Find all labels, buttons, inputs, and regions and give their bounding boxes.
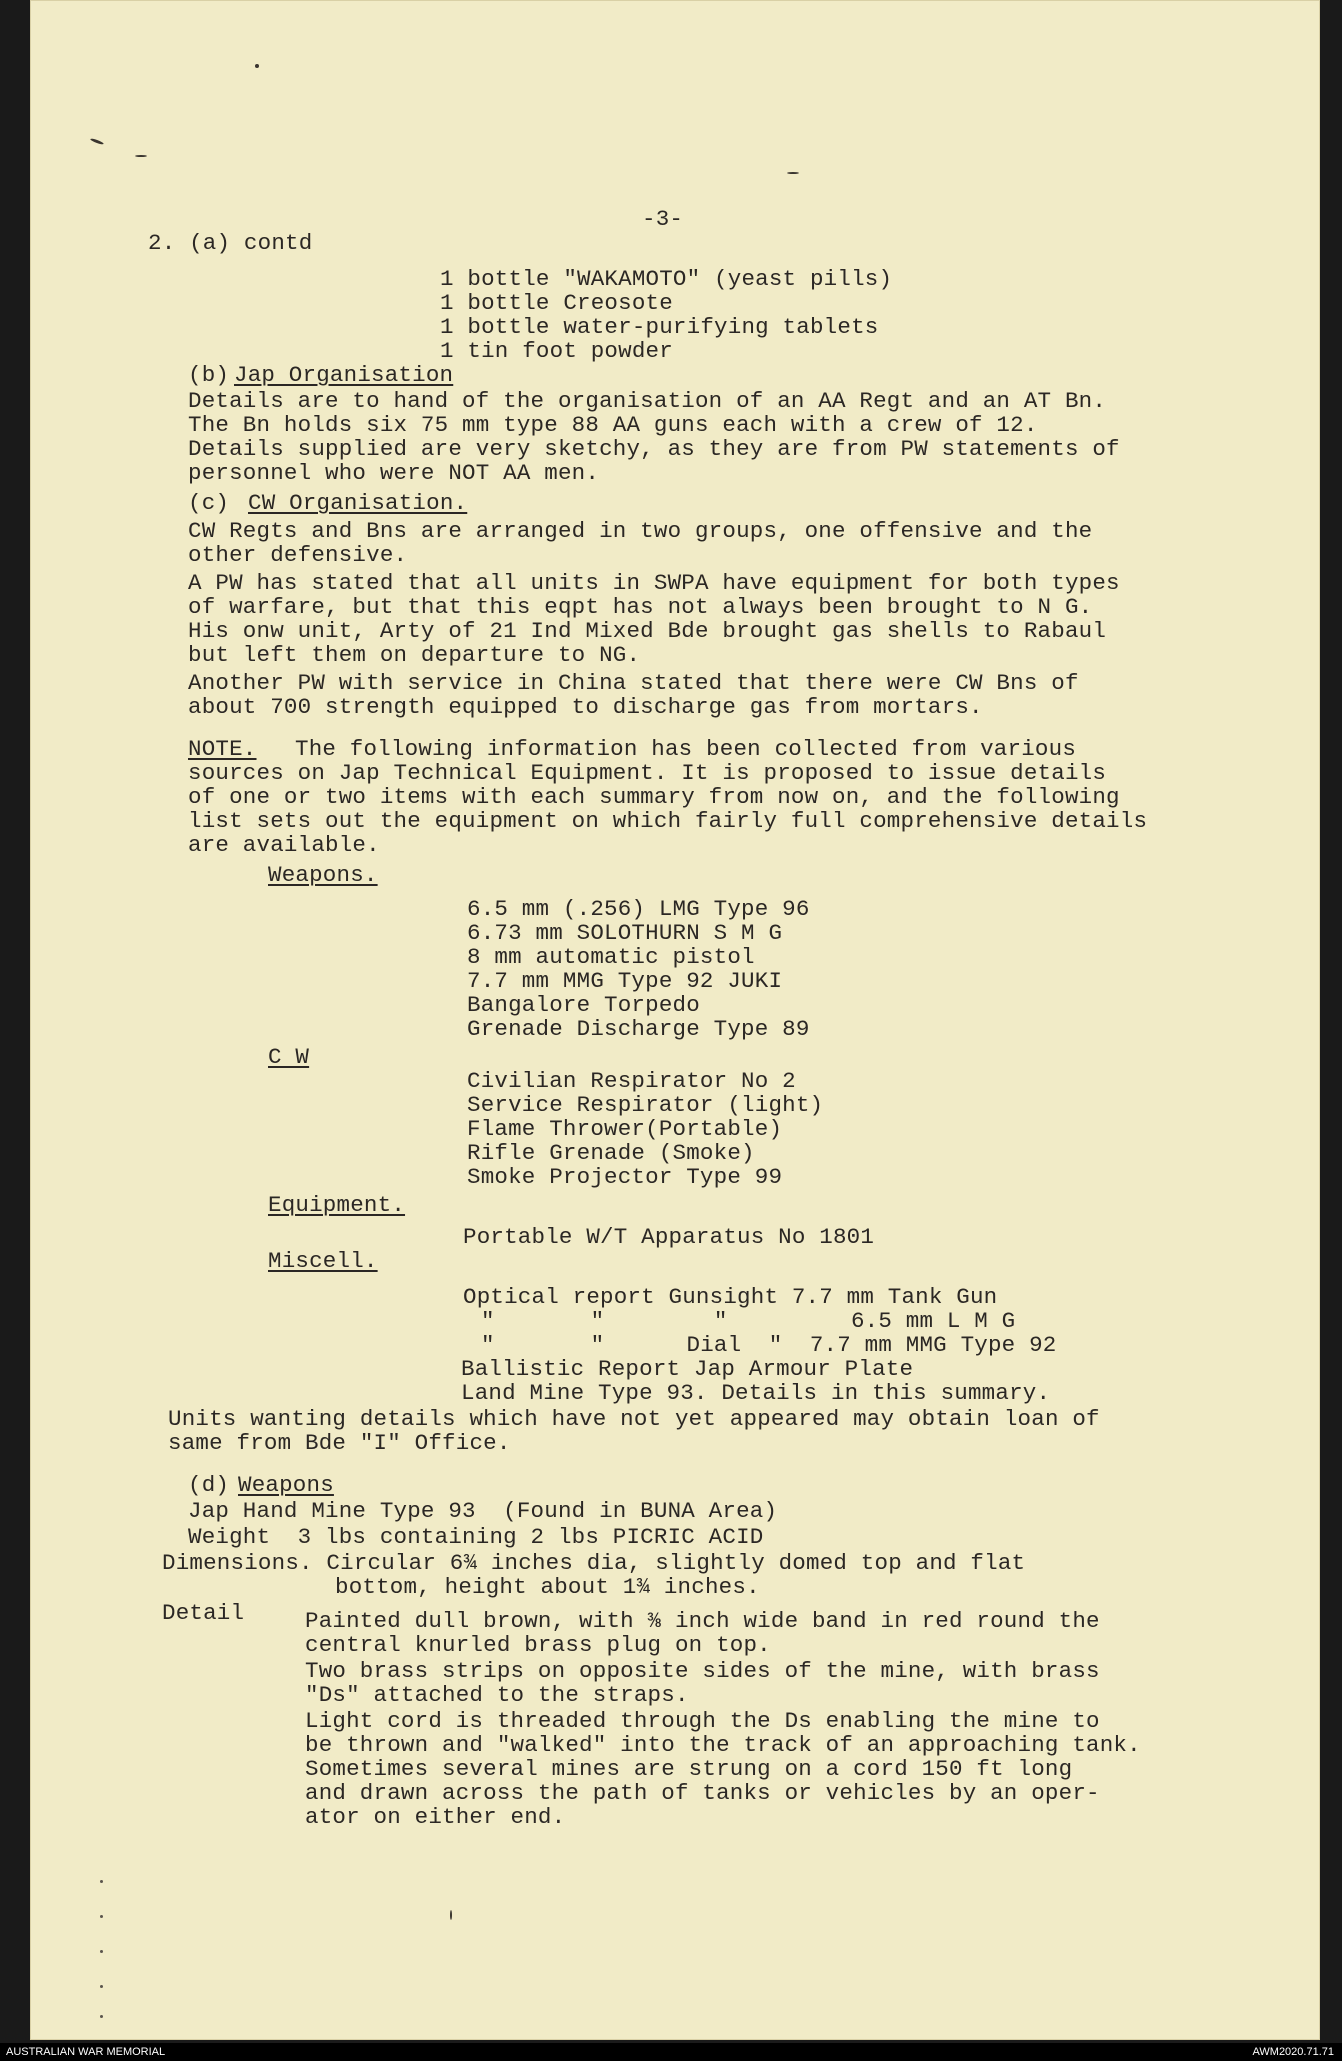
kit-item: 1 bottle water-purifying tablets [440,314,879,340]
section-prefix: (d) [188,1472,230,1498]
list-item: Optical report Gunsight 7.7 mm Tank Gun [463,1284,998,1310]
paragraph-line: but left them on departure to NG. [188,642,641,668]
paragraph-line: The following information has been collected from various [295,736,1077,762]
document-page [30,0,1320,2040]
paragraph-line: Details are to hand of the organisation of an AA Regt and an AT Bn. [188,388,1107,414]
punch-hole-mark [100,1880,103,1883]
paragraph-line: The Bn holds six 75 mm type 88 AA guns each with a crew of 12. [188,412,1038,438]
detail-line: Two brass strips on opposite sides of the mine, with brass [305,1658,1100,1684]
detail-line: "Ds" attached to the straps. [305,1682,689,1708]
footer-reference: AWM2020.71.71 [1252,2046,1334,2058]
section-heading: Weapons [238,1472,334,1498]
section-heading: Jap Organisation [234,362,454,388]
list-item: 7.7 mm MMG Type 92 JUKI [467,968,783,994]
section-continued: 2. (a) contd [148,230,313,256]
item-title: Jap Hand Mine Type 93 (Found in BUNA Area) [188,1498,778,1524]
list-category-label: Weapons. [268,862,378,888]
paragraph-line: His onw unit, Arty of 21 Ind Mixed Bde brought gas shells to Rabaul [188,618,1107,644]
detail-line: be thrown and "walked" into the track of an approaching tank. [305,1732,1141,1758]
section-heading: CW Organisation. [248,490,468,516]
list-item: 6.73 mm SOLOTHURN S M G [467,920,783,946]
paragraph-line: other defensive. [188,542,408,568]
list-item: Service Respirator (light) [467,1092,824,1118]
punch-hole-mark [100,1915,103,1918]
list-item: 8 mm automatic pistol [467,944,755,970]
list-item: Ballistic Report Jap Armour Plate [461,1356,914,1382]
paragraph-line: list sets out the equipment on which fairly full comprehensive details [188,808,1148,834]
punch-hole-mark [100,1950,103,1953]
punch-hole-mark [100,2015,103,2018]
punch-hole-mark [100,1985,103,1988]
list-item: Portable W/T Apparatus No 1801 [463,1224,875,1250]
list-item: 6.5 mm (.256) LMG Type 96 [467,896,810,922]
note-label: NOTE. [188,736,257,762]
detail-line: Sometimes several mines are strung on a cord 150 ft long [305,1756,1073,1782]
footer-institution: AUSTRALIAN WAR MEMORIAL [6,2046,166,2058]
list-item: Flame Thrower(Portable) [467,1116,783,1142]
paragraph-line: Another PW with service in China stated that there were CW Bns of [188,670,1079,696]
list-item: " " " 6.5 mm L M G [481,1308,1016,1334]
item-dimensions: bottom, height about 1¾ inches. [335,1574,760,1600]
item-weight: Weight 3 lbs containing 2 lbs PICRIC ACID [188,1524,764,1550]
section-prefix: (c) [188,490,230,516]
item-dimensions: Dimensions. Circular 6¾ inches dia, slightly domed top and flat [162,1550,1026,1576]
list-category-label: Miscell. [268,1248,378,1274]
ink-speck [787,172,799,174]
ink-speck [90,138,104,146]
paragraph-line: CW Regts and Bns are arranged in two groups, one offensive and the [188,518,1093,544]
paragraph-line: personnel who were NOT AA men. [188,460,600,486]
paragraph-line: Units wanting details which have not yet appeared may obtain loan of [168,1406,1100,1432]
paragraph-line: sources on Jap Technical Equipment. It is proposed to issue details [188,760,1107,786]
paragraph-line: same from Bde "I" Office. [168,1430,511,1456]
paragraph-line: about 700 strength equipped to discharge gas from mortars. [188,694,983,720]
kit-item: 1 bottle "WAKAMOTO" (yeast pills) [440,266,893,292]
paragraph-line: are available. [188,832,380,858]
kit-item: 1 tin foot powder [440,338,673,364]
detail-line: central knurled brass plug on top. [305,1632,771,1658]
list-item: " " Dial " 7.7 mm MMG Type 92 [481,1332,1057,1358]
detail-line: ator on either end. [305,1804,566,1830]
list-item: Bangalore Torpedo [467,992,700,1018]
detail-label: Detail [162,1600,245,1626]
detail-line: Painted dull brown, with ⅜ inch wide band in red round the [305,1608,1100,1634]
paragraph-line: of one or two items with each summary from now on, and the following [188,784,1120,810]
list-item: Civilian Respirator No 2 [467,1068,796,1094]
list-category-label: Equipment. [268,1192,406,1218]
detail-line: Light cord is threaded through the Ds enabling the mine to [305,1708,1100,1734]
list-category-label: C W [268,1044,310,1070]
list-item: Rifle Grenade (Smoke) [467,1140,755,1166]
section-prefix: (b) [188,362,230,388]
paragraph-line: of warfare, but that this eqpt has not always been brought to N G. [188,594,1093,620]
ink-speck [135,155,147,157]
list-item: Land Mine Type 93. Details in this summary. [461,1380,1051,1406]
kit-item: 1 bottle Creosote [440,290,673,316]
list-item: Smoke Projector Type 99 [467,1164,783,1190]
ink-speck [450,1910,452,1920]
paragraph-line: Details supplied are very sketchy, as they are from PW statements of [188,436,1120,462]
paragraph-line: A PW has stated that all units in SWPA have equipment for both types [188,570,1120,596]
ink-speck [255,64,259,68]
archive-footer [0,2043,1342,2061]
page-number: -3- [642,206,684,232]
detail-line: and drawn across the path of tanks or vehicles by an oper- [305,1780,1100,1806]
list-item: Grenade Discharge Type 89 [467,1016,810,1042]
